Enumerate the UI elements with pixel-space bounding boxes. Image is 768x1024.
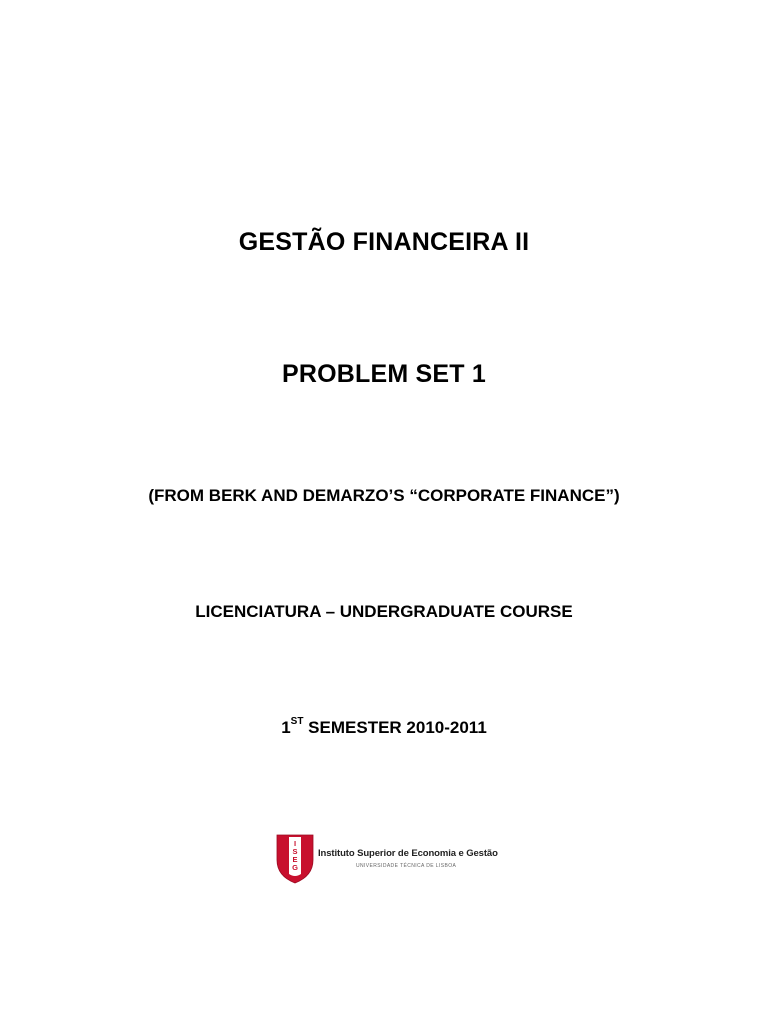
shield-letter-s: S bbox=[292, 847, 298, 856]
problem-set-heading: PROBLEM SET 1 bbox=[281, 360, 487, 388]
source-reference: (FROM BERK AND DEMARZO’S “CORPORATE FINANCE”) bbox=[148, 486, 620, 505]
institution-name: Instituto Superior de Economia e Gestão bbox=[318, 848, 498, 859]
semester-number: 1 bbox=[281, 718, 291, 737]
iseg-logo bbox=[270, 832, 498, 886]
semester-label bbox=[0, 718, 768, 738]
iseg-shield-icon bbox=[276, 834, 314, 884]
semester-ordinal-suffix: ST bbox=[290, 716, 304, 728]
course-label: LICENCIATURA – UNDERGRADUATE COURSE bbox=[195, 602, 573, 621]
semester-text: SEMESTER 2010-2011 bbox=[303, 718, 487, 737]
shield-letter-g: G bbox=[292, 863, 298, 872]
university-name: UNIVERSIDADE TÉCNICA DE LISBOA bbox=[356, 863, 457, 869]
shield-letter-e: E bbox=[292, 855, 298, 864]
document-title: GESTÃO FINANCEIRA II bbox=[238, 228, 530, 256]
shield-letter-i: I bbox=[293, 839, 297, 848]
